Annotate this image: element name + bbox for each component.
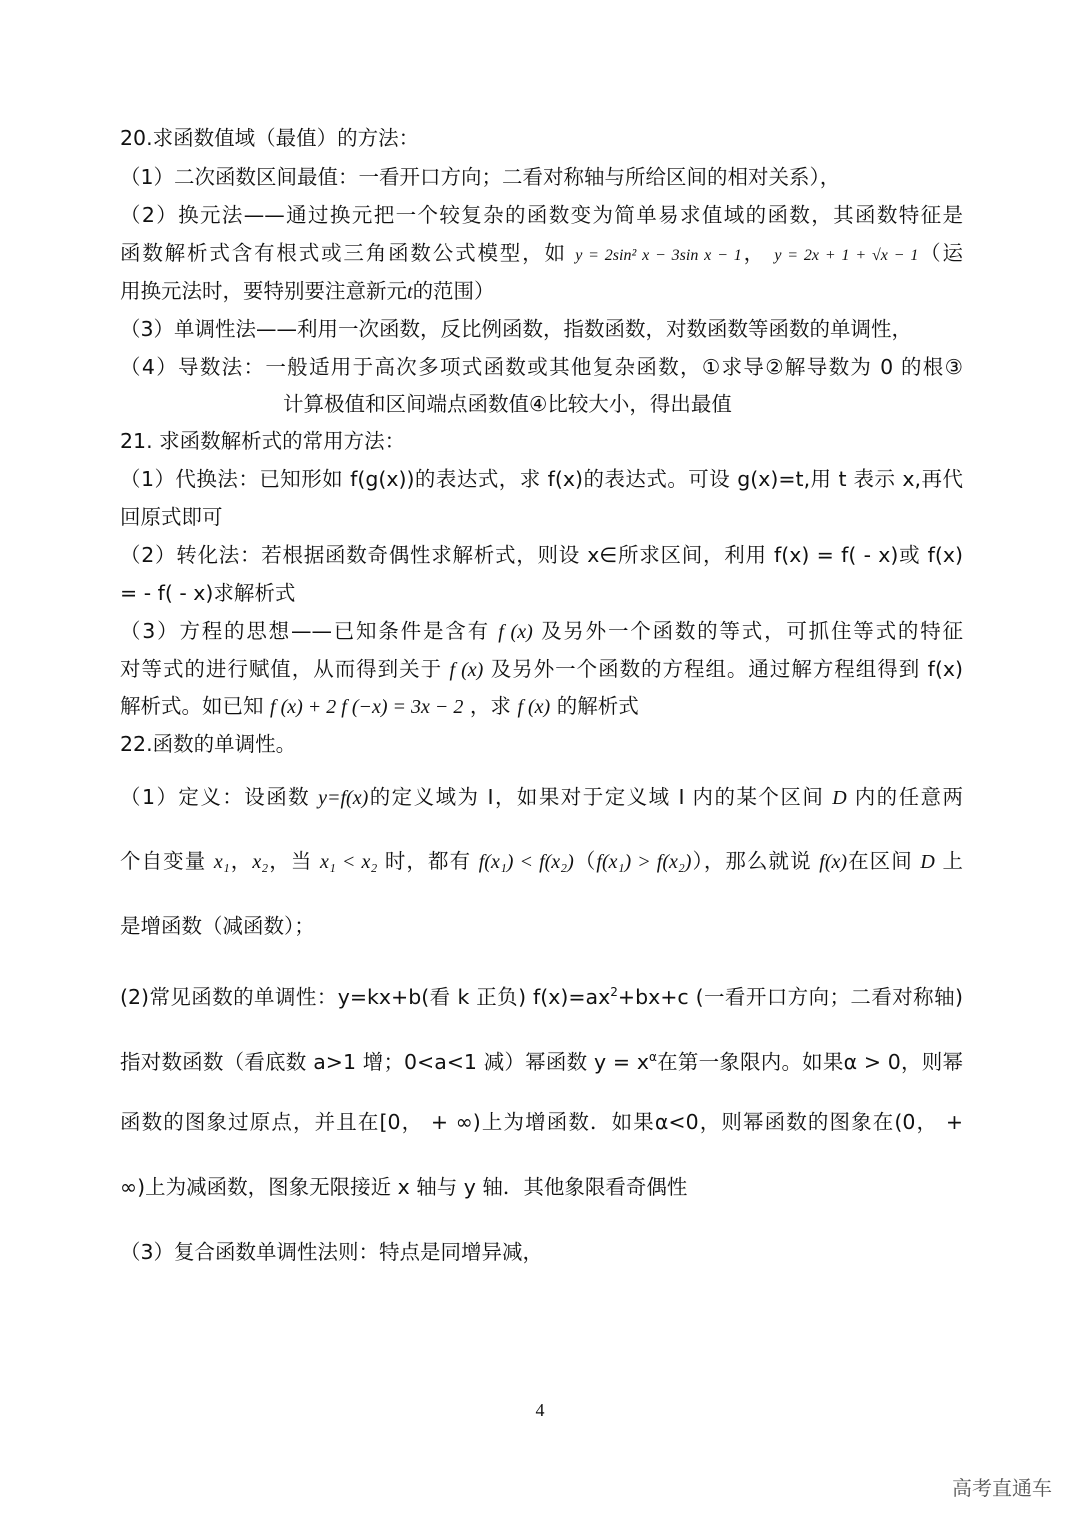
text-segment: 的范围） — [412, 279, 495, 303]
text-segment: 的解析式 — [550, 694, 639, 718]
text-line — [120, 656, 963, 683]
text-segment: 20.求函数值域（最值）的方法： — [120, 126, 420, 150]
text-segment: （1）二次函数区间最值：一看开口方向；二看对称轴与所给区间的相对关系）， — [120, 165, 841, 189]
math-expression: x₁ < x₂ — [319, 851, 378, 873]
text-segment: 及另外一个函数的方程组。通过解方程组得到 f(x) — [483, 657, 963, 681]
math-expression: t — [407, 281, 413, 303]
text-line — [120, 466, 963, 492]
text-segment: 函数解析式含有根式或三角函数公式模型，如 — [120, 241, 576, 265]
text-segment: （运 — [918, 241, 964, 265]
text-line — [120, 1044, 963, 1075]
text-segment: 计算极值和区间端点函数值④比较大小，得出最值 — [283, 392, 732, 416]
text-segment: 内的任意两 — [846, 785, 964, 809]
math-expression: f (x) — [517, 696, 551, 718]
text-segment: （3）方程的思想——已知条件是含有 — [120, 619, 499, 643]
text-segment: (2)常见函数的单调性：y=kx+b(看 k 正负) f(x)=ax — [120, 984, 611, 1009]
text-segment: = - f( - x)求解析式 — [120, 581, 296, 605]
text-segment: 时，都有 — [377, 849, 479, 873]
text-line — [120, 428, 963, 454]
math-expression: y = 2sin² x − 3sin x − 1 — [575, 247, 742, 264]
math-expression: x₂ — [252, 851, 269, 873]
text-line — [120, 504, 963, 530]
math-expression: f(x₁) > f(x₂) — [596, 851, 692, 873]
text-line — [120, 731, 963, 757]
math-expression: D — [832, 787, 847, 809]
text-line — [283, 391, 732, 417]
superscript: α — [648, 1050, 657, 1064]
text-line — [120, 278, 963, 305]
text-line — [120, 1109, 963, 1135]
text-line — [120, 693, 963, 720]
text-segment: （2）转化法：若根据函数奇偶性求解析式，则设 x∈所求区间，利用 f(x) = f( - x)或 f(x) — [120, 543, 963, 567]
text-segment: 的定义域为 I，如果对于定义域 I 内的某个区间 — [368, 785, 833, 809]
text-segment: 对等式的进行赋值，从而得到关于 — [120, 657, 450, 681]
math-expression: x₁ — [213, 851, 230, 873]
text-segment: ，求 — [463, 694, 518, 718]
watermark: 高考直通车 — [952, 1476, 1052, 1500]
text-segment: 是增函数（减函数）； — [120, 914, 315, 938]
math-expression: f (x) — [498, 621, 533, 643]
text-line — [120, 125, 963, 151]
text-segment: （2）换元法——通过换元把一个较复杂的函数变为简单易求值域的函数，其函数特征是 — [120, 203, 963, 227]
text-segment: 及另外一个函数的等式，可抓住等式的特征 — [532, 619, 963, 643]
math-expression: f(x₁) < f(x₂) — [478, 851, 574, 873]
text-segment: ， — [741, 241, 775, 265]
text-segment: （4）导数法：一般适用于高次多项式函数或其他复杂函数，①求导②解导数为 0 的根③ — [120, 355, 963, 379]
text-segment: 在区间 — [847, 849, 921, 873]
text-segment: 函数的图象过原点，并且在[0， + ∞)上为增函数．如果α<0，则幂函数的图象在(0， + — [120, 1110, 963, 1134]
text-segment: （3）复合函数单调性法则：特点是同增异减， — [120, 1240, 544, 1264]
text-segment: 回原式即可 — [120, 505, 223, 529]
superscript: 2 — [610, 985, 618, 999]
text-line — [120, 913, 963, 939]
text-segment: （1）定义：设函数 — [120, 785, 319, 809]
text-line — [120, 542, 963, 568]
math-expression: f (x) — [449, 659, 484, 681]
text-segment: 指对数函数（看底数 a>1 增；0<a<1 减）幂函数 y = x — [120, 1049, 649, 1074]
text-segment: （3）单调性法——利用一次函数，反比例函数，指数函数，对数函数等函数的单调性， — [120, 317, 913, 341]
text-line — [120, 1174, 963, 1200]
text-line — [120, 618, 963, 645]
text-line — [120, 354, 963, 380]
text-segment: （ — [573, 849, 597, 873]
text-line — [120, 848, 963, 875]
text-segment: ， — [229, 849, 253, 873]
text-segment: ），那么就说 — [691, 849, 820, 873]
text-segment: 22.函数的单调性。 — [120, 732, 297, 756]
text-line — [120, 164, 963, 190]
text-segment: 在第一象限内。如果α > 0，则幂 — [656, 1049, 963, 1074]
text-segment: 上 — [934, 849, 963, 873]
text-line — [120, 580, 963, 606]
text-line — [120, 316, 963, 342]
text-segment: 21. 求函数解析式的常用方法： — [120, 429, 406, 453]
text-segment: （1）代换法：已知形如 f(g(x))的表达式，求 f(x)的表达式。可设 g(x)=t,用 t 表示 x,再代 — [120, 467, 963, 491]
text-line — [120, 202, 963, 228]
text-segment: 解析式。如已知 — [120, 694, 271, 718]
text-line — [120, 240, 963, 269]
text-segment: +bx+c (一看开口方向；二看对称轴) — [617, 984, 963, 1009]
math-expression: f(x) — [819, 851, 848, 873]
math-expression: f (x) + 2 f (−x) = 3x − 2 — [270, 696, 464, 718]
text-segment: 用换元法时，要特别要注意新元 — [120, 279, 407, 303]
text-line — [120, 1239, 963, 1265]
math-expression: y = 2x + 1 + √x − 1 — [774, 247, 919, 264]
text-segment: ，当 — [268, 849, 320, 873]
math-expression: y=f(x) — [318, 787, 369, 809]
text-line — [120, 979, 963, 1010]
text-segment: ∞)上为减函数，图象无限接近 x 轴与 y 轴．其他象限看奇偶性 — [120, 1175, 688, 1199]
text-segment: 个自变量 — [120, 849, 214, 873]
page-number: 4 — [535, 1400, 545, 1420]
math-expression: D — [920, 851, 935, 873]
text-line — [120, 784, 963, 811]
